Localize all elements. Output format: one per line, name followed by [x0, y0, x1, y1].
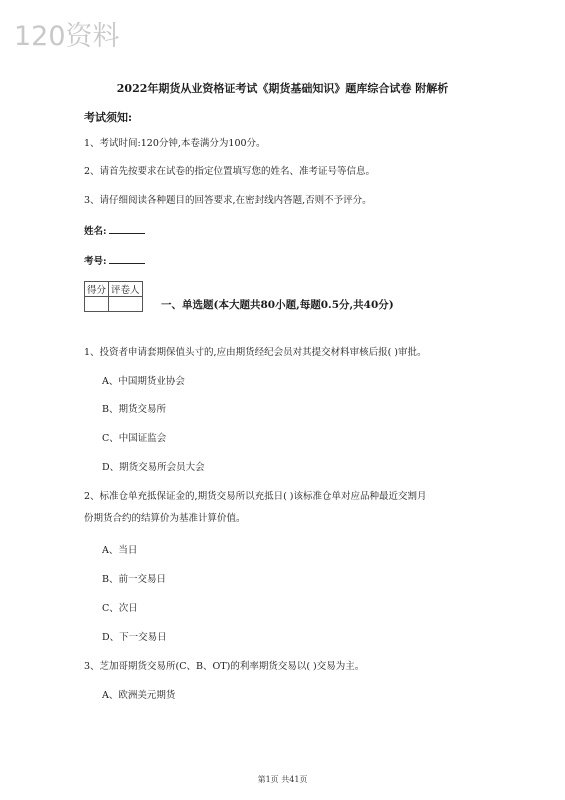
exam-number-label: 考号: — [84, 256, 107, 267]
question-text: 1、投资者申请套期保值头寸的,应由期货经纪会员对其提交材料审核后报( )审批。 — [84, 347, 427, 358]
answer-option: D、期货交易所会员大会 — [102, 462, 205, 473]
answer-option: B、期货交易所 — [102, 404, 166, 415]
notice-item: 3、请仔细阅读各种题目的回答要求,在密封线内答题,否则不予评分。 — [84, 195, 372, 206]
answer-option: A、当日 — [102, 545, 138, 556]
notice-heading: 考试须知: — [84, 111, 133, 124]
question-text-continued: 份期货合约的结算价为基准计算价值。 — [84, 513, 246, 524]
exam-number-blank — [109, 254, 145, 264]
answer-option: C、次日 — [102, 603, 138, 614]
score-cell — [85, 297, 109, 312]
name-blank — [109, 224, 145, 234]
document-title: 2022年期货从业资格证考试《期货基础知识》题库综合试卷 附解析 — [116, 82, 449, 95]
name-field — [84, 223, 145, 237]
exam-number-field — [84, 253, 145, 267]
answer-option: C、中国证监会 — [102, 433, 167, 444]
section-heading: 一、单选题(本大题共80小题,每题0.5分,共40分) — [161, 299, 394, 311]
question-text: 3、芝加哥期货交易所(C、B、OT)的利率期货交易以( )交易为主。 — [84, 661, 365, 672]
score-label: 得分 — [85, 282, 109, 297]
name-label: 姓名: — [84, 226, 107, 237]
answer-option: D、下一交易日 — [102, 632, 167, 643]
page-footer: 第1页 共41页 — [257, 775, 308, 784]
notice-item: 1、考试时间:120分钟,本卷满分为100分。 — [84, 138, 266, 149]
watermark-logo: 120资料 — [14, 21, 120, 52]
answer-option: B、前一交易日 — [102, 574, 166, 585]
grader-label: 评卷人 — [109, 282, 143, 297]
answer-option: A、欧洲美元期货 — [102, 690, 176, 701]
grader-cell — [109, 297, 143, 312]
score-table — [84, 281, 143, 312]
notice-item: 2、请首先按要求在试卷的指定位置填写您的姓名、准考证号等信息。 — [84, 166, 376, 177]
answer-option: A、中国期货业协会 — [102, 376, 185, 387]
question-text: 2、标准仓单充抵保证金的,期货交易所以充抵日( )该标准仓单对应品种最近交割月 — [84, 491, 427, 502]
